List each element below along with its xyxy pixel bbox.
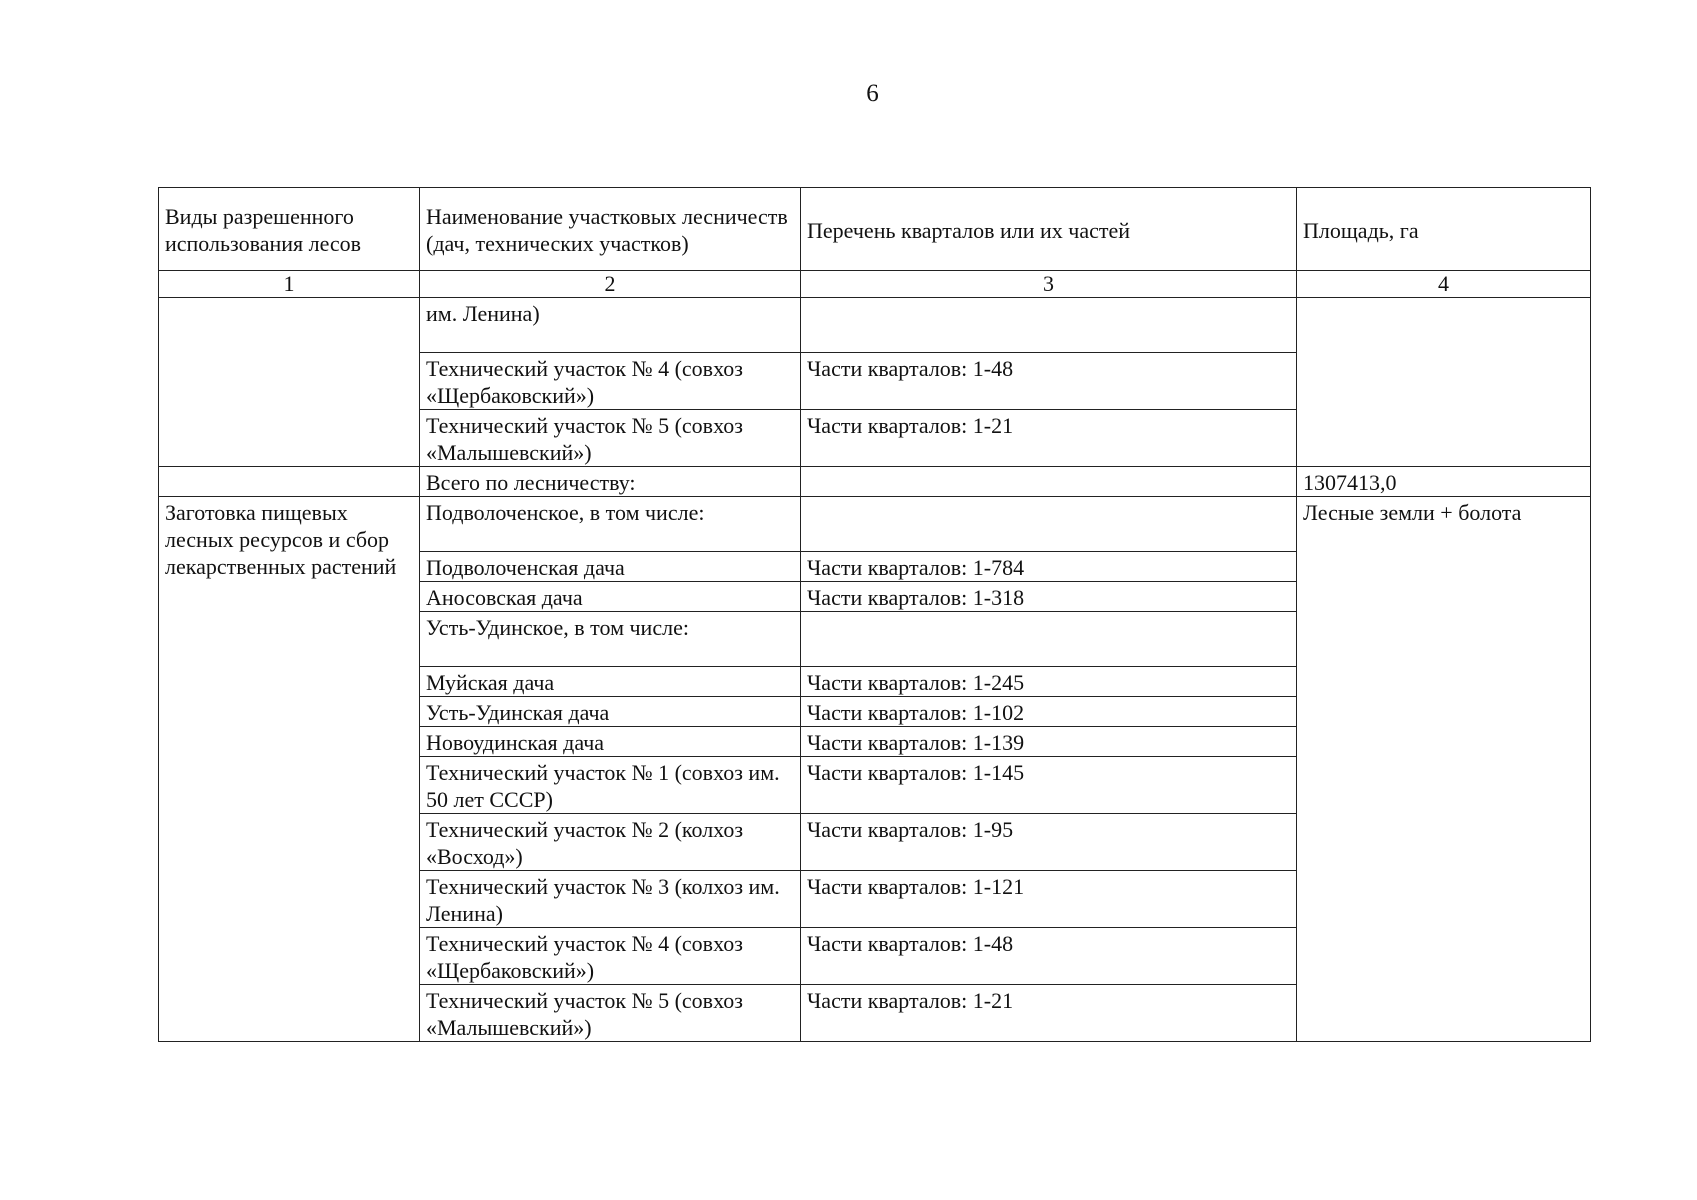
quarters-cell: Части кварталов: 1-318 (801, 582, 1297, 612)
forestry-name: Усть-Удинское, в том числе: (420, 612, 801, 667)
total-label: Всего по лесничеству: (420, 467, 801, 497)
column-number: 2 (420, 271, 801, 298)
quarters-cell: Части кварталов: 1-139 (801, 727, 1297, 757)
column-number: 3 (801, 271, 1297, 298)
forestry-name: Новоудинская дача (420, 727, 801, 757)
use-type-cell: Заготовка пищевых лесных ресурсов и сбор лекарственных растений (159, 497, 420, 1042)
forestry-name: Муйская дача (420, 667, 801, 697)
header-quarters: Перечень кварталов или их частей (801, 188, 1297, 271)
column-number-row (159, 271, 1591, 298)
forest-use-table (158, 187, 1591, 1042)
quarters-cell: Части кварталов: 1-145 (801, 757, 1297, 814)
page-number: 6 (866, 80, 879, 107)
forestry-name: Технический участок № 4 (совхоз «Щербаковский») (420, 928, 801, 985)
table-row (159, 298, 1591, 353)
total-row (159, 467, 1591, 497)
table-row (159, 497, 1591, 552)
quarters-cell (801, 497, 1297, 552)
forestry-name: Технический участок № 4 (совхоз «Щербаковский») (420, 353, 801, 410)
area-cell: Лесные земли + болота (1297, 497, 1591, 1042)
forestry-name: им. Ленина) (420, 298, 801, 353)
quarters-cell (801, 467, 1297, 497)
quarters-cell: Части кварталов: 1-102 (801, 697, 1297, 727)
quarters-cell (801, 298, 1297, 353)
forestry-name: Технический участок № 1 (совхоз им. 50 лет СССР) (420, 757, 801, 814)
column-number: 4 (1297, 271, 1591, 298)
table-header-row (159, 188, 1591, 271)
area-cell-empty (1297, 298, 1591, 467)
quarters-cell: Части кварталов: 1-121 (801, 871, 1297, 928)
column-number: 1 (159, 271, 420, 298)
header-area: Площадь, га (1297, 188, 1591, 271)
forestry-name: Технический участок № 5 (совхоз «Малышевский») (420, 985, 801, 1042)
header-use-type: Виды разрешенного использования лесов (159, 188, 420, 271)
quarters-cell: Части кварталов: 1-48 (801, 353, 1297, 410)
use-type-cell-empty (159, 298, 420, 467)
forestry-name: Подволоченская дача (420, 552, 801, 582)
quarters-cell: Части кварталов: 1-245 (801, 667, 1297, 697)
use-type-cell-empty (159, 467, 420, 497)
quarters-cell: Части кварталов: 1-21 (801, 410, 1297, 467)
forestry-name: Технический участок № 2 (колхоз «Восход») (420, 814, 801, 871)
quarters-cell: Части кварталов: 1-95 (801, 814, 1297, 871)
forestry-name: Усть-Удинская дача (420, 697, 801, 727)
total-area: 1307413,0 (1297, 467, 1591, 497)
forestry-name: Технический участок № 3 (колхоз им. Ленина) (420, 871, 801, 928)
quarters-cell: Части кварталов: 1-48 (801, 928, 1297, 985)
forestry-name: Технический участок № 5 (совхоз «Малышевский») (420, 410, 801, 467)
quarters-cell: Части кварталов: 1-21 (801, 985, 1297, 1042)
quarters-cell: Части кварталов: 1-784 (801, 552, 1297, 582)
quarters-cell (801, 612, 1297, 667)
header-forestry-name: Наименование участковых лесничеств (дач, технических участков) (420, 188, 801, 271)
forestry-name: Подволоченское, в том числе: (420, 497, 801, 552)
forestry-name: Аносовская дача (420, 582, 801, 612)
